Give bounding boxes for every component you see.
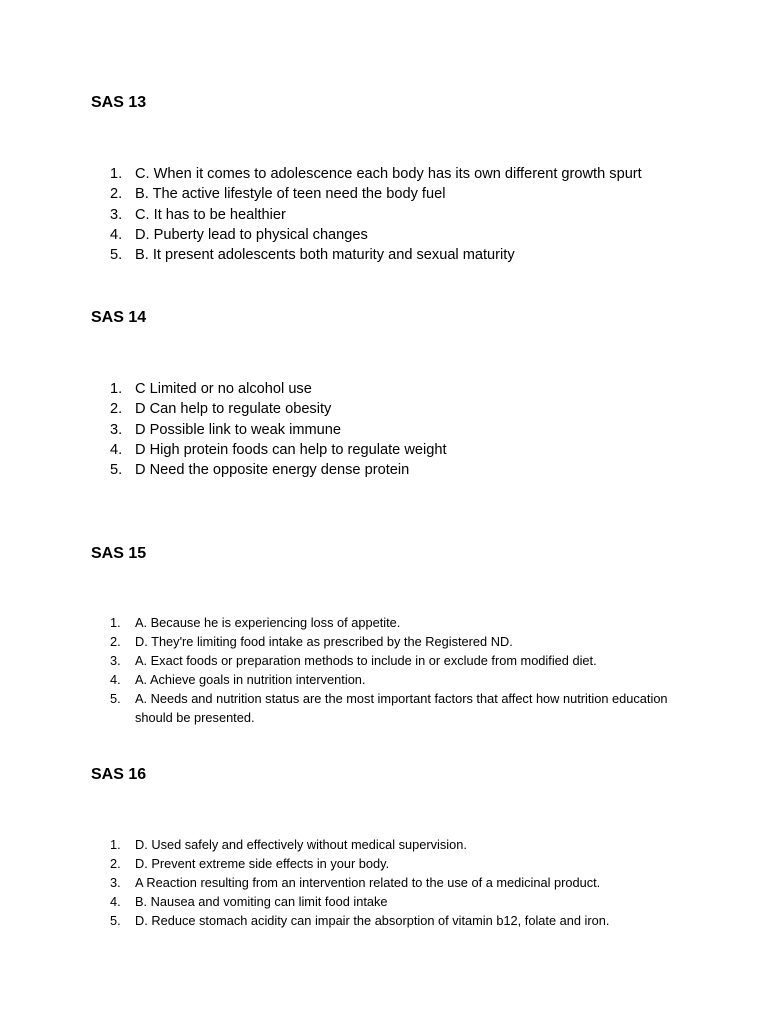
list-item (0, 652, 675, 671)
list-item (0, 836, 675, 855)
section-heading: SAS 14 (91, 309, 147, 326)
item-text: D Need the opposite energy dense protein (135, 462, 410, 479)
item-text: C. It has to be healthier (135, 206, 286, 223)
answer-list (0, 614, 675, 727)
item-text: B. Nausea and vomiting can limit food intake (135, 893, 388, 909)
item-number: 1. (110, 381, 123, 397)
answer-list (0, 164, 675, 265)
list-item (0, 420, 675, 440)
item-number: 1. (110, 837, 121, 852)
item-text: C. When it comes to adolescence each body has its own different growth spurt (135, 166, 642, 182)
list-item (0, 633, 675, 652)
list-item (0, 164, 675, 184)
item-text: A. Achieve goals in nutrition intervention. (135, 671, 366, 687)
item-number: 5. (110, 247, 123, 264)
list-item (0, 379, 675, 399)
item-number: 3. (110, 206, 123, 223)
list-item (0, 614, 675, 633)
item-text: B. The active lifestyle of teen need the body fuel (135, 186, 446, 203)
item-number: 5. (110, 690, 121, 706)
list-item (0, 460, 675, 480)
item-text: D. Puberty lead to physical changes (135, 226, 368, 243)
list-item (0, 874, 675, 893)
list-item (0, 855, 675, 874)
item-number: 2. (110, 186, 123, 203)
item-number: 4. (110, 671, 121, 687)
list-item (0, 671, 675, 690)
list-item (0, 225, 675, 245)
item-number: 5. (110, 912, 121, 928)
section-heading: SAS 15 (91, 545, 147, 562)
list-item (0, 690, 675, 728)
item-number: 2. (110, 855, 121, 871)
list-item (0, 893, 675, 912)
item-number: 4. (110, 893, 121, 909)
answer-list (0, 836, 675, 931)
item-number: 4. (110, 226, 123, 243)
item-text: A. Exact foods or preparation methods to include in or exclude from modified diet. (135, 652, 597, 668)
item-number: 3. (110, 421, 123, 438)
list-item (0, 399, 675, 419)
item-number: 2. (110, 633, 121, 649)
section-heading: SAS 16 (91, 766, 147, 783)
item-number: 3. (110, 652, 121, 668)
item-number: 1. (110, 166, 123, 182)
item-text: D Can help to regulate obesity (135, 401, 332, 418)
item-text: D. Prevent extreme side effects in your body. (135, 855, 390, 871)
item-number: 3. (110, 874, 121, 890)
list-item (0, 184, 675, 204)
item-number: 4. (110, 441, 123, 458)
item-text: D. Used safely and effectively without medical supervision. (135, 837, 467, 852)
list-item (0, 912, 675, 931)
item-number: 2. (110, 401, 123, 418)
section-heading: SAS 13 (91, 94, 147, 111)
item-text: D Possible link to weak immune (135, 421, 342, 438)
answer-list (0, 379, 675, 480)
item-text: A Reaction resulting from an intervention related to the use of a medicinal product. (135, 874, 601, 890)
item-text: D. Reduce stomach acidity can impair the absorption of vitamin b12, folate and iron. (135, 912, 610, 928)
item-text: D High protein foods can help to regulate weight (135, 441, 447, 458)
item-text: A. Because he is experiencing loss of appetite. (135, 615, 401, 630)
item-number: 5. (110, 462, 123, 479)
item-text: A. Needs and nutrition status are the most important factors that affect how nutrition education should be presented. (135, 690, 668, 725)
item-number: 1. (110, 615, 121, 630)
list-item (0, 245, 675, 265)
list-item (0, 440, 675, 460)
item-text: D. They're limiting food intake as prescribed by the Registered ND. (135, 633, 513, 649)
item-text: C Limited or no alcohol use (135, 381, 312, 397)
item-text: B. It present adolescents both maturity and sexual maturity (135, 247, 515, 264)
list-item (0, 205, 675, 225)
